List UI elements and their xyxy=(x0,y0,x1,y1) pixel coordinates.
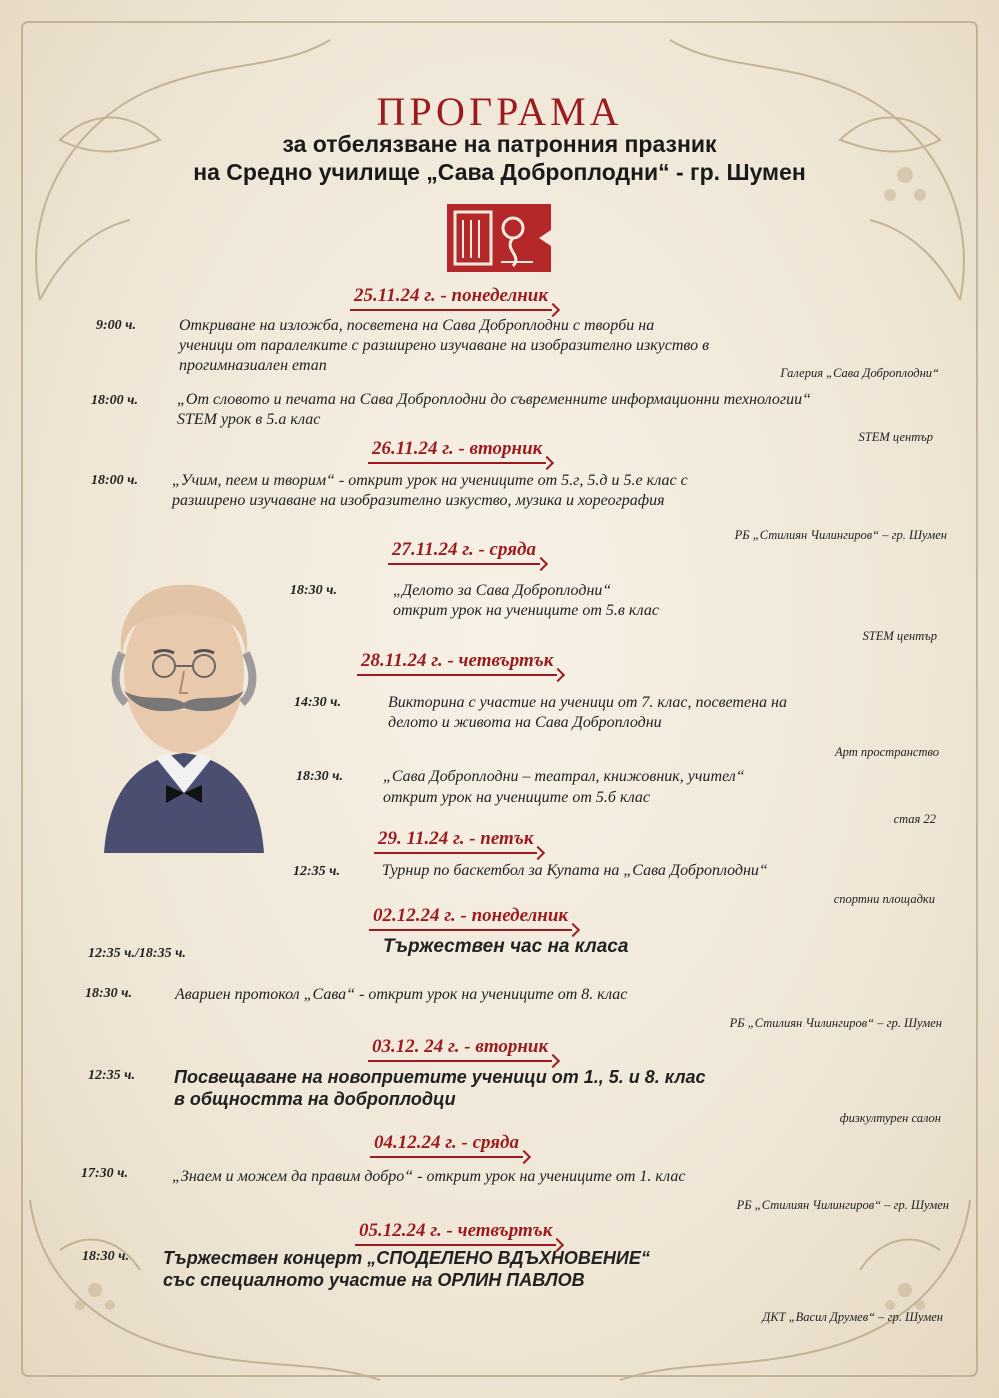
event-time: 17:30 ч. xyxy=(81,1166,129,1181)
event-text: разширено изучаване на изобразително изкуство, музика и хореография xyxy=(172,492,665,509)
page-title: ПРОГРАМА xyxy=(376,89,623,134)
day-date: 03.12. 24 г. - вторник xyxy=(368,1036,552,1062)
event-time: 18:30 ч. xyxy=(82,1249,130,1264)
event-text: открит урок на учениците от 5.б клас xyxy=(383,789,651,806)
event-venue: РБ „Стилиян Чилингиров“ – гр. Шумен xyxy=(729,1016,942,1030)
event-text: „Сава Доброплодни – театрал, книжовник, учител“ xyxy=(383,768,745,785)
event-venue: РБ „Стилиян Чилингиров“ – гр. Шумен xyxy=(736,1198,949,1212)
day-date: 28.11.24 г. - четвъртък xyxy=(357,650,557,676)
event-text: Тържествен концерт „СПОДЕЛЕНО ВДЪХНОВЕНИЕ“ xyxy=(163,1248,650,1268)
day-date: 04.12.24 г. - сряда xyxy=(370,1132,523,1158)
event-text: „Делото за Сава Доброплодни“ xyxy=(393,582,612,599)
day-date: 26.11.24 г. - вторник xyxy=(368,438,546,464)
event-time: 12:35 ч./18:35 ч. xyxy=(88,946,186,961)
event-text: Авариен протокол „Сава“ - открит урок на учениците от 8. клас xyxy=(175,986,628,1003)
event-text: Викторина с участие на ученици от 7. клас, посветена на xyxy=(388,694,787,711)
event-time: 18:30 ч. xyxy=(296,769,344,784)
school-logo xyxy=(443,200,555,276)
day-date: 05.12.24 г. - четвъртък xyxy=(355,1220,556,1246)
event-text: открит урок на учениците от 5.в клас xyxy=(393,602,659,619)
event-text: в общността на доброплодци xyxy=(174,1089,456,1109)
day-date: 25.11.24 г. - понеделник xyxy=(350,285,552,311)
event-time: 18:00 ч. xyxy=(91,473,139,488)
event-text: ученици от паралелките с разширено изучаване на изобразително изкуство в xyxy=(179,337,710,354)
event-venue: ДКТ „Васил Друмев“ – гр. Шумен xyxy=(762,1310,943,1324)
event-venue: Галерия „Сава Доброплодни“ xyxy=(780,366,939,380)
event-time: 12:35 ч. xyxy=(88,1068,136,1083)
event-venue: спортни площадки xyxy=(833,892,935,906)
day-date: 27.11.24 г. - сряда xyxy=(388,539,540,565)
event-time: 18:00 ч. xyxy=(91,393,139,408)
day-date: 02.12.24 г. - понеделник xyxy=(369,905,572,931)
event-text: Турнир по баскетбол за Купата на „Сава Доброплодни“ xyxy=(382,862,768,879)
event-text: STEM урок в 5.а клас xyxy=(177,411,321,428)
event-text: „От словото и печата на Сава Доброплодни до съвременните информационни технологии“ xyxy=(177,391,811,408)
event-text: със специалното участие на ОРЛИН ПАВЛОВ xyxy=(163,1270,585,1290)
event-time: 18:30 ч. xyxy=(290,583,338,598)
subtitle-line-1: за отбелязване на патронния празник xyxy=(282,131,717,157)
event-venue: РБ „Стилиян Чилингиров“ – гр. Шумен xyxy=(734,528,947,542)
event-venue: STEM център xyxy=(862,629,937,643)
event-time: 18:30 ч. xyxy=(85,986,133,1001)
event-venue: STEM център xyxy=(858,430,933,444)
event-text: „Знаем и можем да правим добро“ - открит урок на учениците от 1. клас xyxy=(172,1168,686,1185)
event-venue: Арт пространство xyxy=(835,745,939,759)
event-venue: физкултурен салон xyxy=(839,1111,941,1125)
event-time: 12:35 ч. xyxy=(293,864,341,879)
event-time: 14:30 ч. xyxy=(294,695,342,710)
subtitle-line-2: на Средно училище „Сава Доброплодни“ - гр. Шумен xyxy=(193,159,806,185)
event-text: Откриване на изложба, посветена на Сава Доброплодни с творби на xyxy=(179,317,655,334)
day-date: 29. 11.24 г. - петък xyxy=(374,828,537,854)
event-time: 9:00 ч. xyxy=(96,318,137,333)
event-text: „Учим, пеем и творим“ - открит урок на учениците от 5.г, 5.д и 5.е клас с xyxy=(172,472,688,489)
event-text: Тържествен час на класа xyxy=(383,936,629,957)
portrait-illustration xyxy=(84,553,284,853)
event-venue: стая 22 xyxy=(893,812,936,826)
event-text: прогимназиален етап xyxy=(179,357,327,374)
event-text: Посвещаване на новоприетите ученици от 1., 5. и 8. клас xyxy=(174,1067,706,1087)
event-text: делото и живота на Сава Доброплодни xyxy=(388,714,662,731)
